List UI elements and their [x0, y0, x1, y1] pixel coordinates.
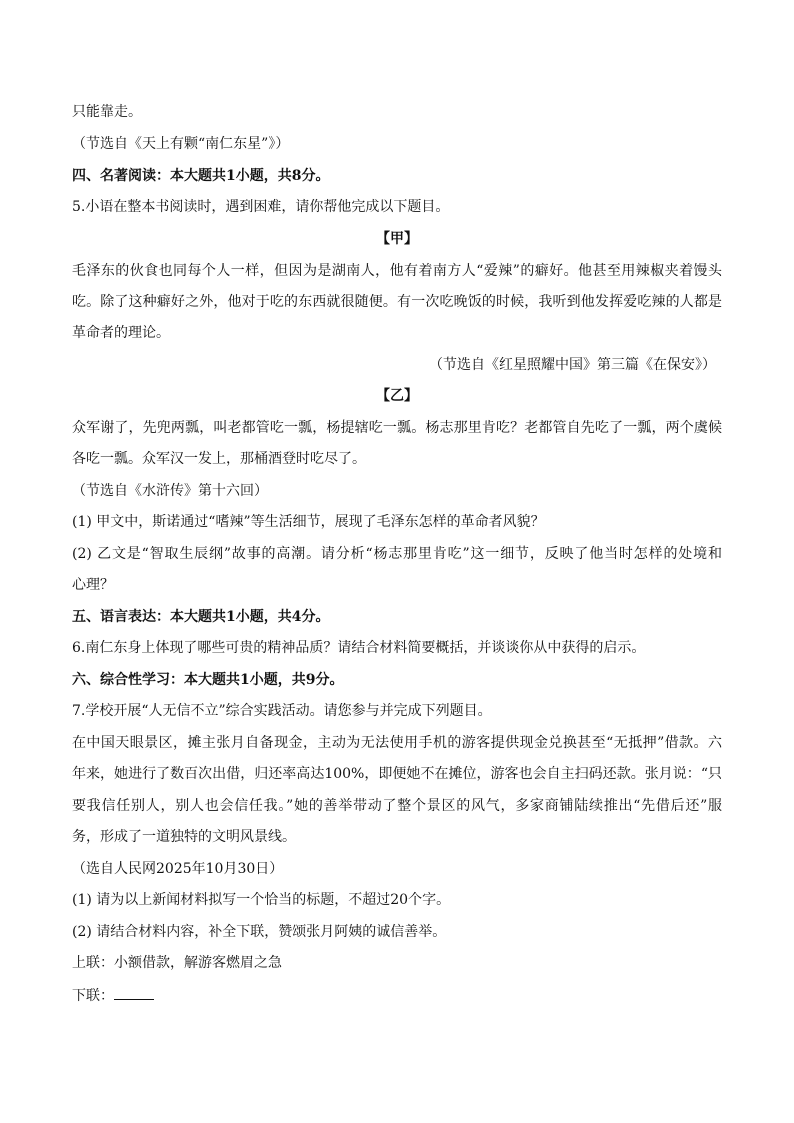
- passage-a-text-line-1: 毛泽东的伙食也同每个人一样，但因为是湖南人，他有着南方人“爱辣”的癖好。他甚至用辣椒夹着馒头: [72, 263, 722, 279]
- news-text-line-4: 务，形成了一道独特的文明风景线。: [72, 829, 296, 845]
- question-5-1: (1) 甲文中，斯诺通过“嗜辣”等生活细节，展现了毛泽东怎样的革命者风貌？: [72, 514, 545, 530]
- question-7-prompt: 7.学校开展“人无信不立”综合实践活动。请您参与并完成下列题目。: [72, 703, 492, 719]
- passage-a-text-line-2: 吃。除了这种癖好之外，他对于吃的东西就很随便。有一次吃晚饭的时候，我听到他发挥爱吃辣的人都是: [72, 294, 722, 310]
- passage-a-label: 【甲】: [376, 231, 418, 247]
- passage-b-text-line-1: 众军谢了，先兜两瓢，叫老都管吃一瓢，杨提辖吃一瓢。杨志那里肯吃？老都管自先吃了一瓢，两个虞候: [72, 420, 722, 436]
- passage-b-label: 【乙】: [376, 388, 418, 404]
- passage-ending: 只能靠走。: [72, 104, 142, 120]
- news-text-line-2: 年来，她进行了数百次出借，归还率高达100%，即便她不在摊位，游客也会自主扫码还款。张月说：“只: [72, 766, 722, 782]
- passage-a-text-line-3: 革命者的理论。: [72, 325, 170, 341]
- section-heading-classics: 四、名著阅读：本大题共1小题，共8分。: [72, 168, 330, 184]
- question-6-prompt: 6.南仁东身上体现了哪些可贵的精神品质？请结合材料简要概括，并谈谈你从中获得的启示。: [72, 640, 646, 656]
- section-heading-language: 五、语言表达：本大题共1小题，共4分。: [72, 609, 330, 625]
- couplet-second-line: [72, 985, 722, 1006]
- passage-b-source: （节选自《水浒传》第十六回）: [72, 483, 268, 499]
- section-heading-integrated: 六、综合性学习：本大题共1小题，共9分。: [72, 672, 344, 688]
- news-source: （选自人民网2025年10月30日）: [72, 861, 284, 877]
- question-5-2-line-2: 心理？: [72, 577, 114, 593]
- question-7-2: (2) 请结合材料内容，补全下联，赞颂张月阿姨的诚信善举。: [72, 924, 447, 940]
- couplet-first-line: 上联：小额借款，解游客燃眉之急: [72, 955, 282, 971]
- couplet-second-label: 下联：: [72, 988, 114, 1004]
- question-5-2-line-1: (2) 乙文是“智取生辰纲”故事的高潮。请分析“杨志那里肯吃”这一细节，反映了他当时怎样的处境和: [72, 546, 722, 562]
- passage-a-source: （节选自《红星照耀中国》第三篇《在保安》）: [429, 357, 716, 373]
- source-note-nanrendong: （节选自《天上有颗“南仁东星”》）: [72, 136, 290, 152]
- news-text-line-1: 在中国天眼景区，摊主张月自备现金，主动为无法使用手机的游客提供现金兑换甚至“无抵押”借款。六: [72, 735, 722, 751]
- passage-b-text-line-2: 各吃一瓢。众军汉一发上，那桶酒登时吃尽了。: [72, 451, 366, 467]
- question-7-1: (1) 请为以上新闻材料拟写一个恰当的标题，不超过20个字。: [72, 892, 451, 908]
- question-5-prompt: 5.小语在整本书阅读时，遇到困难，请你帮他完成以下题目。: [72, 199, 450, 215]
- news-text-line-3: 要我信任别人，别人也会信任我。”她的善举带动了整个景区的风气，多家商铺陆续推出“先借后还”服: [72, 798, 722, 814]
- answer-blank[interactable]: [114, 985, 154, 1000]
